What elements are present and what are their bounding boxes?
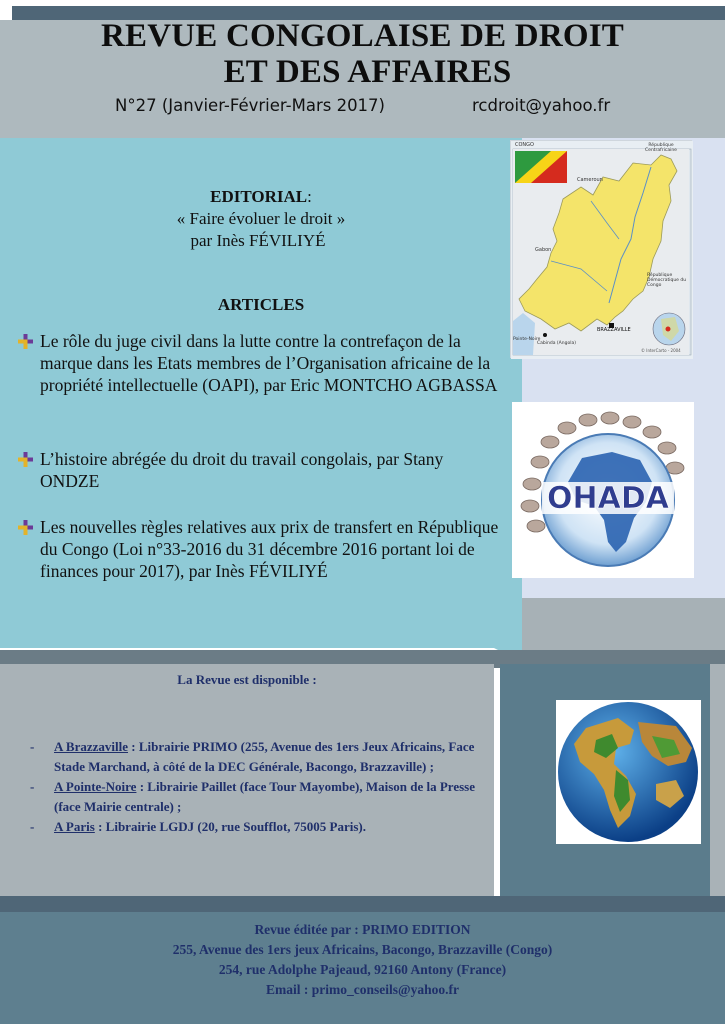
publisher-info (0, 920, 725, 1000)
journal-title-line1: REVUE CONGOLAISE DE DROIT (100, 18, 624, 54)
map-label-pointe-noire: Pointe-Noire (513, 337, 541, 342)
issue-number: N°27 (Janvier-Février-Mars 2017) (115, 96, 385, 115)
journal-title (0, 18, 725, 90)
availability-text: Librairie PRIMO (255, Avenue des 1ers Jeux Africains, Face Stade Marchand, à côté de la DEC Générale, Bacongo, Brazzaville) ; (54, 739, 475, 774)
map-label-gabon: Gabon (535, 247, 552, 253)
map-label-cabinda: Cabinda (Angola) (537, 341, 576, 346)
map-label-rca: République Centrafricaine (645, 143, 677, 153)
availability-item (30, 777, 480, 817)
availability-sep: : (136, 779, 148, 794)
globe-panel-edge (710, 664, 725, 896)
ohada-logo (512, 402, 694, 578)
map-label-cameroun: Cameroun (577, 177, 603, 183)
article-text: L’histoire abrégée du droit du travail congolais, par Stany ONDZE (40, 449, 444, 491)
availability-sep: : (128, 739, 139, 754)
articles-heading: ARTICLES (217, 295, 305, 314)
list-dash: - (30, 779, 35, 794)
availability-city: A Paris (54, 819, 95, 834)
header-email[interactable]: rcdroit@yahoo.fr (472, 96, 611, 115)
bullet-cross-icon (18, 452, 33, 467)
editorial-title: « Faire évoluer le droit » (176, 209, 346, 228)
editorial-label: EDITORIAL (210, 187, 308, 206)
article-item (40, 448, 500, 492)
availability-city: A Brazzaville (54, 739, 129, 754)
globe-graphic (556, 700, 701, 844)
map-country-label: CONGO (515, 142, 534, 148)
globe-image (556, 700, 701, 844)
map-credit: © InterCarto - 2004 (641, 348, 681, 353)
congo-map (510, 140, 692, 358)
article-text: Les nouvelles règles relatives aux prix de transfert en République du Congo (Loi n°33-2016 du 31 décembre 2016 portant loi de finances pour 2017), par Inès FÉVILIYÉ (40, 517, 499, 581)
bullet-cross-icon (18, 334, 33, 349)
article-item (40, 330, 500, 396)
availability-city: A Pointe-Noire (54, 779, 137, 794)
editorial-author: par Inès FÉVILIYÉ (190, 231, 326, 250)
publisher-name: Revue éditée par : PRIMO EDITION (254, 922, 471, 937)
ohada-wordmark: OHADA (547, 481, 669, 516)
availability-text: Librairie LGDJ (20, rue Soufflot, 75005 Paris). (105, 819, 366, 834)
ohada-logo-graphic (512, 402, 694, 578)
right-gray-block (522, 598, 725, 650)
list-dash: - (30, 819, 35, 834)
availability-item (30, 817, 480, 837)
availability-item (30, 737, 480, 777)
publisher-email[interactable]: Email : primo_conseils@yahoo.fr (266, 982, 459, 997)
congo-flag (515, 151, 567, 183)
availability-list (30, 737, 480, 837)
list-dash: - (30, 739, 35, 754)
map-label-capital: BRAZZAVILLE (597, 327, 631, 333)
editorial-block (0, 186, 522, 252)
publisher-address-france: 254, rue Adolphe Pajeaud, 92160 Antony (France) (218, 962, 507, 977)
bullet-cross-icon (18, 520, 33, 535)
journal-title-line2: ET DES AFFAIRES (223, 54, 512, 90)
availability-sep: : (94, 819, 106, 834)
availability-text: Librairie Paillet (face Tour Mayombe), Maison de la Presse (face Mairie centrale) ; (54, 779, 476, 814)
map-label-rdc: République Démocratique du Congo (647, 273, 687, 288)
article-item (40, 516, 500, 582)
publisher-address-congo: 255, Avenue des 1ers jeux Africains, Bacongo, Brazzaville (Congo) (172, 942, 553, 957)
availability-heading: La Revue est disponible : (177, 672, 317, 687)
editorial-colon: : (307, 187, 312, 206)
article-text: Le rôle du juge civil dans la lutte contre la contrefaçon de la marque dans les Etats membres de l’Organisation africaine de la propriété intellectuelle (OAPI), par Eric MONTCHO AGBASSA (40, 331, 498, 395)
